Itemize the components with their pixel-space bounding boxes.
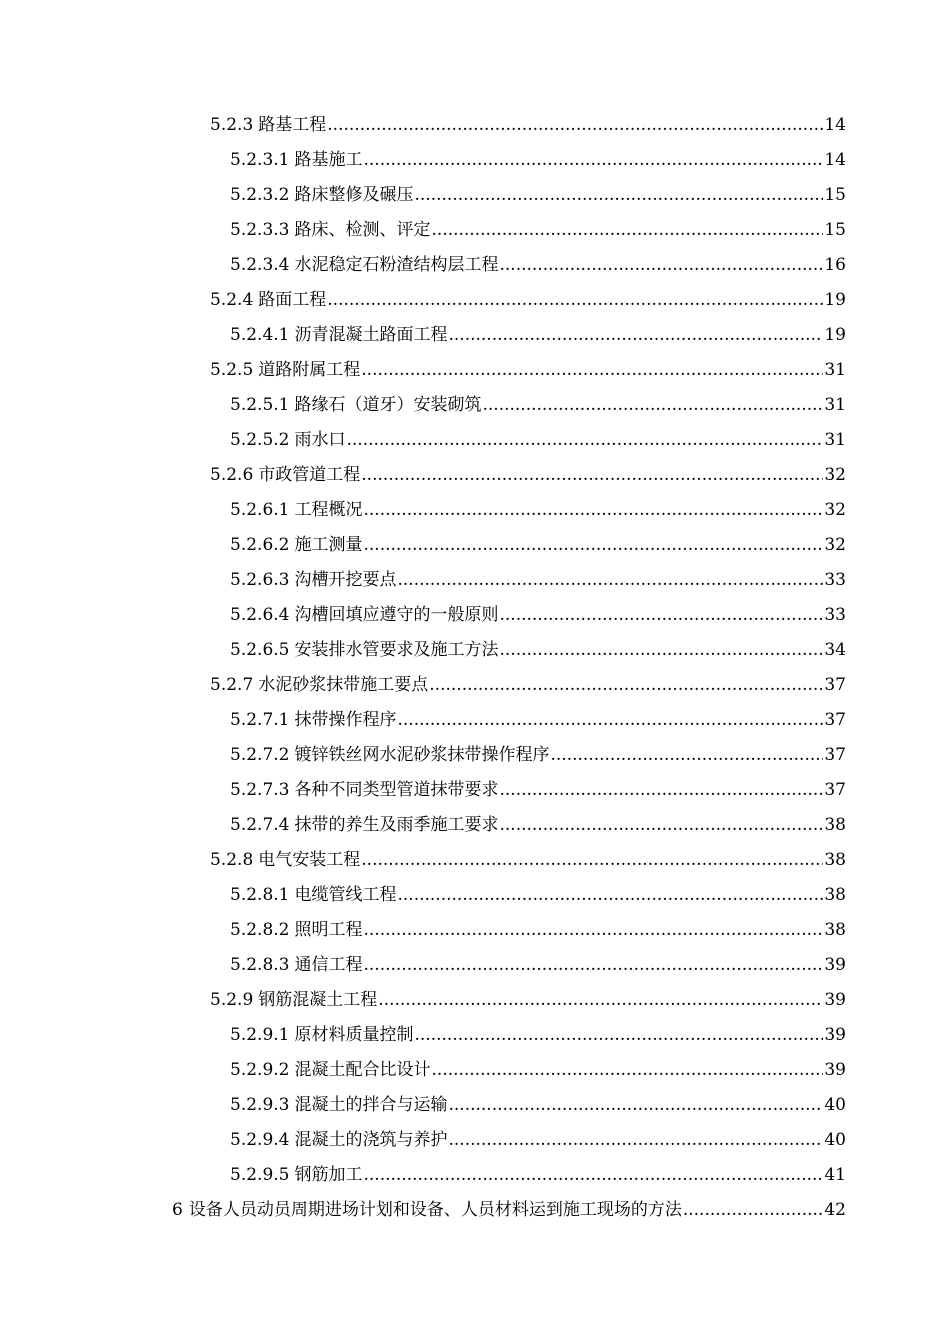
toc-dot-leader: [346, 423, 823, 458]
toc-entry-title: 抹带操作程序: [294, 710, 397, 730]
toc-entry-title: 混凝土配合比设计: [294, 1060, 431, 1080]
toc-entry-page-number: 39: [824, 955, 846, 975]
toc-dot-leader: [363, 528, 823, 563]
toc-entry-number: 5.2.8.2: [230, 920, 290, 940]
toc-entry-title: 沥青混凝土路面工程: [294, 325, 448, 345]
toc-entry-page-number: 15: [824, 220, 846, 240]
toc-entry[interactable]: [0, 458, 950, 493]
toc-entry-number: 5.2.5.2: [230, 430, 290, 450]
toc-entry-page-number: 33: [824, 570, 846, 590]
toc-entry[interactable]: [0, 528, 950, 563]
toc-entry-page-number: 38: [824, 920, 846, 940]
toc-dot-leader: [414, 178, 823, 213]
toc-dot-leader: [363, 493, 823, 528]
toc-entry-number: 5.2.4: [210, 290, 254, 310]
toc-dot-leader: [683, 1193, 824, 1228]
toc-entry-title: 路面工程: [258, 290, 327, 310]
toc-entry[interactable]: [0, 1123, 950, 1158]
toc-entry[interactable]: [0, 318, 950, 353]
toc-entry-page-number: 40: [824, 1095, 846, 1115]
toc-entry-page-number: 42: [824, 1200, 846, 1220]
toc-entry[interactable]: [0, 178, 950, 213]
toc-entry-title: 电气安装工程: [258, 850, 361, 870]
toc-entry-number: 5.2.9.3: [230, 1095, 290, 1115]
toc-entry-number: 5.2.7.1: [230, 710, 290, 730]
toc-entry-title: 各种不同类型管道抹带要求: [294, 780, 499, 800]
toc-entry-title: 抹带的养生及雨季施工要求: [294, 815, 499, 835]
toc-dot-leader: [378, 983, 823, 1018]
toc-entry-number: 5.2.3.4: [230, 255, 290, 275]
toc-entry[interactable]: [0, 493, 950, 528]
toc-entry-page-number: 14: [824, 115, 846, 135]
toc-entry[interactable]: [0, 213, 950, 248]
toc-dot-leader: [327, 108, 823, 143]
toc-entry-number: 5.2.9.5: [230, 1165, 290, 1185]
toc-entry[interactable]: [0, 1193, 950, 1228]
toc-entry-title: 路床、检测、评定: [294, 220, 431, 240]
toc-entry-number: 5.2.3.2: [230, 185, 290, 205]
toc-entry[interactable]: [0, 773, 950, 808]
toc-entry-page-number: 34: [824, 640, 846, 660]
toc-dot-leader: [397, 878, 823, 913]
toc-entry-title: 路基施工: [294, 150, 363, 170]
toc-entry[interactable]: [0, 388, 950, 423]
toc-entry-page-number: 38: [824, 885, 846, 905]
toc-entry-title: 沟槽回填应遵守的一般原则: [294, 605, 499, 625]
toc-dot-leader: [499, 808, 823, 843]
toc-entry-title: 电缆管线工程: [294, 885, 397, 905]
toc-dot-leader: [431, 213, 823, 248]
toc-entry-title: 安装排水管要求及施工方法: [294, 640, 499, 660]
toc-entry-title: 原材料质量控制: [294, 1025, 414, 1045]
toc-entry-page-number: 37: [824, 710, 846, 730]
toc-entry-page-number: 39: [824, 1025, 846, 1045]
toc-entry-title: 路床整修及碾压: [294, 185, 414, 205]
toc-entry-title: 设备人员动员周期进场计划和设备、人员材料运到施工现场的方法: [188, 1200, 682, 1220]
toc-entry-page-number: 39: [824, 1060, 846, 1080]
toc-entry[interactable]: [0, 423, 950, 458]
toc-dot-leader: [499, 633, 823, 668]
toc-entry-page-number: 32: [824, 500, 846, 520]
toc-entry[interactable]: [0, 668, 950, 703]
table-of-contents: [0, 108, 950, 1228]
toc-entry-page-number: 41: [824, 1165, 846, 1185]
toc-dot-leader: [499, 248, 823, 283]
toc-entry-page-number: 31: [824, 395, 846, 415]
toc-entry-page-number: 37: [824, 675, 846, 695]
toc-dot-leader: [327, 283, 823, 318]
toc-entry-title: 钢筋混凝土工程: [258, 990, 378, 1010]
toc-dot-leader: [550, 738, 823, 773]
toc-entry-title: 混凝土的浇筑与养护: [294, 1130, 448, 1150]
toc-dot-leader: [431, 1053, 823, 1088]
toc-entry-title: 通信工程: [294, 955, 363, 975]
toc-entry-number: 5.2.5: [210, 360, 254, 380]
toc-entry-number: 5.2.3.1: [230, 150, 290, 170]
toc-entry-page-number: 31: [824, 430, 846, 450]
toc-entry-title: 水泥砂浆抹带施工要点: [258, 675, 429, 695]
toc-entry-page-number: 39: [824, 990, 846, 1010]
toc-dot-leader: [363, 143, 823, 178]
toc-entry-number: 5.2.7.4: [230, 815, 290, 835]
toc-entry[interactable]: [0, 563, 950, 598]
toc-dot-leader: [499, 773, 823, 808]
toc-entry-title: 沟槽开挖要点: [294, 570, 397, 590]
toc-entry-title: 雨水口: [294, 430, 346, 450]
toc-entry-page-number: 19: [824, 290, 846, 310]
toc-entry-title: 市政管道工程: [258, 465, 361, 485]
toc-entry-page-number: 38: [824, 850, 846, 870]
toc-entry-title: 施工测量: [294, 535, 363, 555]
toc-entry-number: 5.2.7.3: [230, 780, 290, 800]
toc-entry-title: 钢筋加工: [294, 1165, 363, 1185]
toc-dot-leader: [363, 913, 823, 948]
toc-entry-number: 5.2.9.1: [230, 1025, 290, 1045]
toc-entry-page-number: 15: [824, 185, 846, 205]
toc-entry[interactable]: [0, 808, 950, 843]
toc-entry[interactable]: [0, 1018, 950, 1053]
toc-entry[interactable]: [0, 878, 950, 913]
toc-entry-number: 5.2.6.2: [230, 535, 290, 555]
toc-entry[interactable]: [0, 353, 950, 388]
toc-entry[interactable]: [0, 633, 950, 668]
toc-dot-leader: [448, 1123, 823, 1158]
toc-entry-page-number: 40: [824, 1130, 846, 1150]
toc-entry[interactable]: [0, 143, 950, 178]
toc-entry-page-number: 32: [824, 465, 846, 485]
toc-entry-number: 5.2.9.2: [230, 1060, 290, 1080]
toc-entry-title: 路缘石（道牙）安装砌筑: [294, 395, 482, 415]
toc-entry-page-number: 32: [824, 535, 846, 555]
toc-entry-title: 水泥稳定石粉渣结构层工程: [294, 255, 499, 275]
toc-entry-number: 5.2.6: [210, 465, 254, 485]
toc-entry-page-number: 37: [824, 745, 846, 765]
toc-entry-number: 5.2.5.1: [230, 395, 290, 415]
toc-entry-number: 5.2.6.3: [230, 570, 290, 590]
toc-entry-title: 工程概况: [294, 500, 363, 520]
toc-entry-title: 镀锌铁丝网水泥砂浆抹带操作程序: [294, 745, 550, 765]
toc-entry-number: 5.2.9: [210, 990, 254, 1010]
toc-entry-number: 5.2.6.5: [230, 640, 290, 660]
toc-entry-number: 5.2.8.3: [230, 955, 290, 975]
toc-entry-number: 5.2.8.1: [230, 885, 290, 905]
toc-entry-page-number: 38: [824, 815, 846, 835]
toc-entry-number: 5.2.7.2: [230, 745, 290, 765]
toc-entry-number: 6: [172, 1200, 183, 1220]
toc-entry-number: 5.2.3.3: [230, 220, 290, 240]
toc-entry[interactable]: [0, 108, 950, 143]
toc-dot-leader: [397, 703, 823, 738]
toc-dot-leader: [414, 1018, 823, 1053]
toc-entry[interactable]: [0, 913, 950, 948]
toc-entry[interactable]: [0, 1053, 950, 1088]
toc-entry[interactable]: [0, 738, 950, 773]
toc-entry[interactable]: [0, 598, 950, 633]
toc-entry-number: 5.2.6.1: [230, 500, 290, 520]
toc-entry-title: 混凝土的拌合与运输: [294, 1095, 448, 1115]
toc-entry[interactable]: [0, 843, 950, 878]
toc-entry[interactable]: [0, 983, 950, 1018]
toc-dot-leader: [448, 1088, 823, 1123]
toc-entry-title: 路基工程: [258, 115, 327, 135]
toc-entry[interactable]: [0, 703, 950, 738]
toc-entry[interactable]: [0, 1158, 950, 1193]
toc-dot-leader: [361, 843, 823, 878]
toc-dot-leader: [363, 1158, 823, 1193]
toc-entry[interactable]: [0, 248, 950, 283]
toc-entry-page-number: 19: [824, 325, 846, 345]
toc-entry-title: 照明工程: [294, 920, 363, 940]
toc-entry-page-number: 14: [824, 150, 846, 170]
toc-entry-page-number: 37: [824, 780, 846, 800]
toc-entry[interactable]: [0, 1088, 950, 1123]
toc-entry-number: 5.2.9.4: [230, 1130, 290, 1150]
toc-entry-number: 5.2.3: [210, 115, 254, 135]
toc-dot-leader: [499, 598, 823, 633]
toc-entry-page-number: 16: [824, 255, 846, 275]
toc-entry-number: 5.2.4.1: [230, 325, 290, 345]
toc-dot-leader: [482, 388, 823, 423]
toc-entry-title: 道路附属工程: [258, 360, 361, 380]
toc-dot-leader: [448, 318, 823, 353]
toc-entry[interactable]: [0, 283, 950, 318]
toc-entry-number: 5.2.8: [210, 850, 254, 870]
toc-entry[interactable]: [0, 948, 950, 983]
toc-dot-leader: [361, 353, 823, 388]
toc-entry-page-number: 31: [824, 360, 846, 380]
toc-dot-leader: [361, 458, 823, 493]
toc-entry-page-number: 33: [824, 605, 846, 625]
toc-dot-leader: [397, 563, 823, 598]
toc-dot-leader: [429, 668, 823, 703]
toc-dot-leader: [363, 948, 823, 983]
toc-entry-number: 5.2.7: [210, 675, 254, 695]
toc-entry-number: 5.2.6.4: [230, 605, 290, 625]
